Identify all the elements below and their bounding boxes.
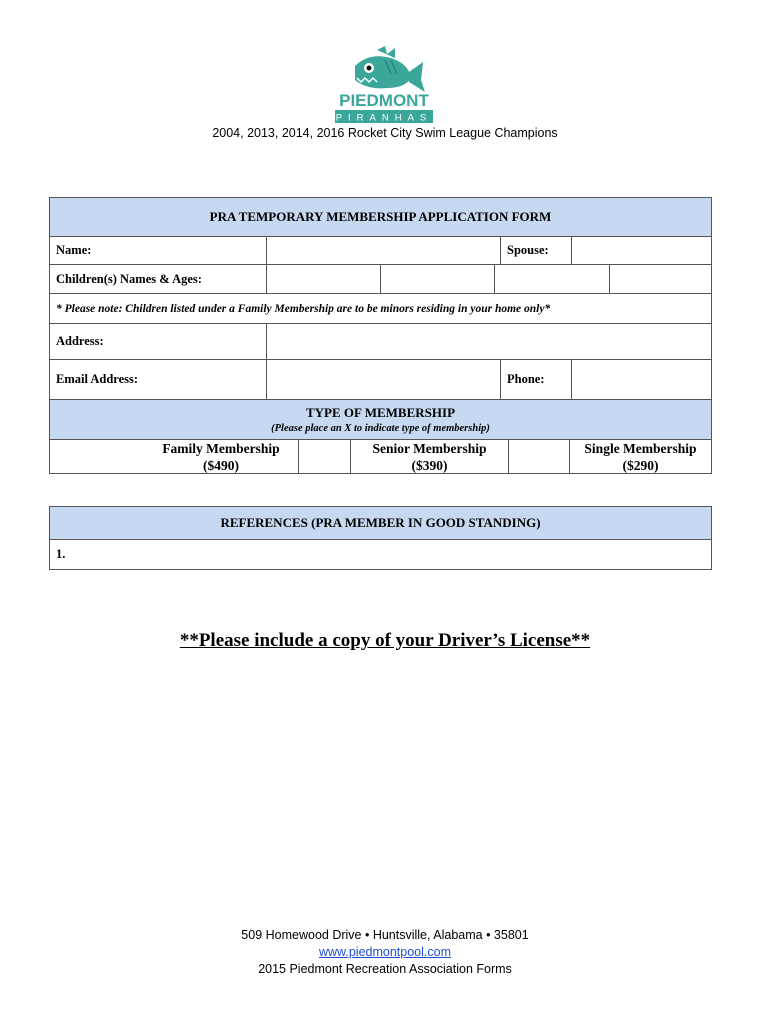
children-row: [50, 264, 711, 293]
champions-subtitle: 2004, 2013, 2014, 2016 Rocket City Swim League Champions: [212, 126, 558, 140]
name-field[interactable]: [266, 237, 500, 264]
references-title-row: [50, 507, 711, 539]
single-membership-option: [569, 440, 711, 473]
website-link[interactable]: www.piedmontpool.com: [318, 945, 451, 959]
children-label: Children(s) Names & Ages:: [56, 271, 202, 286]
phone-label: Phone:: [500, 360, 571, 399]
email-field[interactable]: [266, 360, 500, 399]
senior-membership-label: Senior Membership: [372, 440, 487, 456]
drivers-license-note: **Please include a copy of your Driver’s License**: [179, 630, 591, 651]
name-label: Name:: [56, 243, 92, 257]
phone-field[interactable]: [571, 360, 711, 399]
references-table: [49, 506, 712, 570]
name-row: [50, 236, 711, 264]
child-field-3[interactable]: [494, 265, 609, 293]
family-membership-option: [144, 440, 298, 473]
family-membership-label: Family Membership: [162, 440, 280, 456]
child-field-1[interactable]: [266, 265, 380, 293]
footer-address: 509 Homewood Drive • Huntsville, Alabama • 35801: [241, 928, 529, 942]
footer-copyright: 2015 Piedmont Recreation Association Forms: [258, 962, 512, 976]
spouse-label: Spouse:: [500, 237, 571, 264]
single-membership-price: ($290): [622, 457, 659, 473]
svg-text:PIRANHAS: PIRANHAS: [335, 112, 433, 124]
senior-checkbox[interactable]: [298, 440, 350, 473]
family-note: * Please note: Children listed under a Family Membership are to be minors residing in your home only*: [56, 302, 551, 315]
senior-membership-price: ($390): [411, 457, 448, 473]
email-label: Email Address:: [56, 372, 139, 386]
reference-field-1[interactable]: 1.: [56, 547, 66, 561]
address-field[interactable]: [266, 324, 711, 359]
piranha-fish-icon: [355, 46, 425, 92]
single-checkbox[interactable]: [508, 440, 569, 473]
reference-row-1: [50, 539, 711, 569]
membership-header: [50, 400, 711, 439]
email-row: [50, 359, 711, 399]
senior-membership-option: [350, 440, 508, 473]
address-row: [50, 323, 711, 359]
single-membership-label: Single Membership: [584, 440, 697, 456]
spouse-field[interactable]: [571, 237, 711, 264]
child-field-4[interactable]: [609, 265, 711, 293]
form-title: PRA TEMPORARY MEMBERSHIP APPLICATION FORM: [209, 209, 552, 224]
family-checkbox[interactable]: [50, 440, 144, 473]
membership-options-row: [50, 439, 711, 473]
svg-text:PIEDMONT: PIEDMONT: [339, 91, 429, 110]
application-form-table: [49, 197, 712, 474]
child-field-2[interactable]: [380, 265, 494, 293]
membership-header-row: [50, 399, 711, 439]
references-title: REFERENCES (PRA MEMBER IN GOOD STANDING): [220, 515, 541, 530]
membership-subtitle: (Please place an X to indicate type of membership): [271, 423, 490, 434]
form-title-row: [50, 198, 711, 236]
address-label: Address:: [56, 334, 104, 348]
membership-title: TYPE OF MEMBERSHIP: [305, 405, 456, 420]
note-row: [50, 293, 711, 323]
family-membership-price: ($490): [203, 457, 239, 473]
footer: [0, 927, 770, 978]
piedmont-piranhas-logo: [325, 44, 443, 128]
